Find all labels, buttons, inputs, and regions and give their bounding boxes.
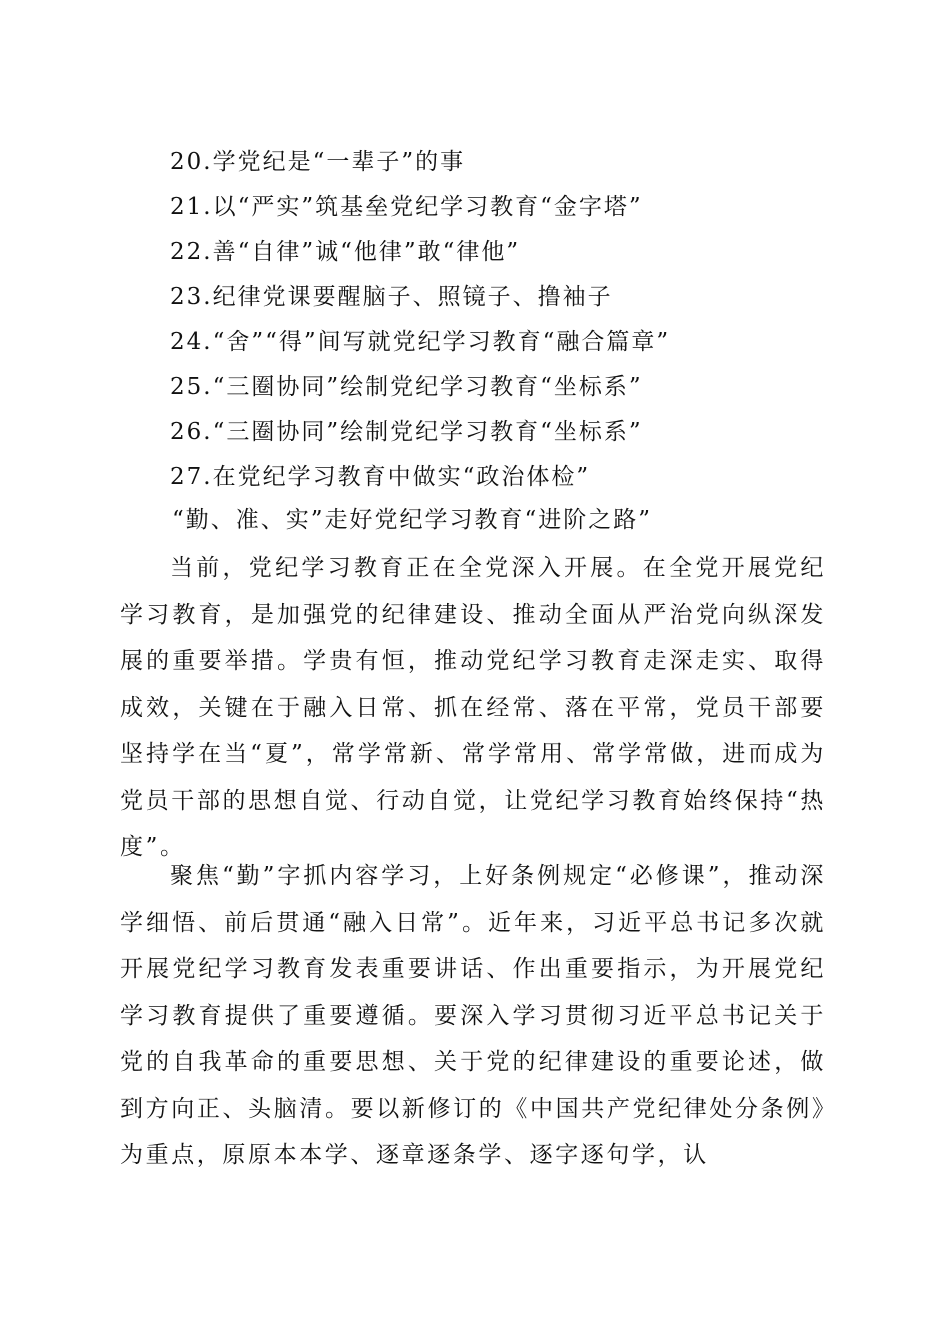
article-paragraph: 当前，党纪学习教育正在全党深入开展。在全党开展党纪学习教育，是加强党的纪律建设、推动全面从严治党向纵深发展的重要举措。学贵有恒，推动党纪学习教育走深走实、取得成效，关键在于融入日常、抓在经常、落在平常，党员干部要坚持学在当“夏”，常学常新、常学常用、常学常做，进而成为党员干部的思想自觉、行动自觉，让党纪学习教育始终保持“热度”。 [120,555,826,860]
list-item: 21.以“严实”筑基垒党纪学习教育“金字塔” [170,194,643,220]
list-item: 23.纪律党课要醒脑子、照镜子、撸袖子 [170,284,613,310]
list-item: 20.学党纪是“一辈子”的事 [170,149,466,175]
article-paragraph: 聚焦“勤”字抓内容学习，上好条例规定“必修课”，推动深学细悟、前后贯通“融入日常”。近年来，习近平总书记多次就开展党纪学习教育发表重要讲话、作出重要指示，为开展党纪学习教育提供了重要遵循。要深入学习贯彻习近平总书记关于党的自我革命的重要思想、关于党的纪律建设的重要论述，做到方向正、头脑清。要以新修订的《中国共产党纪律处分条例》为重点，原原本本学、逐章逐条学、逐字逐句学，认 [120,863,826,1168]
article-title: “勤、准、实”走好党纪学习教育“进阶之路” [172,507,653,533]
title-list [170,140,670,500]
list-item: 26.“三圈协同”绘制党纪学习教育“坐标系” [170,419,643,445]
list-item: 25.“三圈协同”绘制党纪学习教育“坐标系” [170,374,643,400]
list-item: 24.“舍”“得”间写就党纪学习教育“融合篇章” [170,329,671,355]
list-item: 27.在党纪学习教育中做实“政治体检” [170,464,591,490]
list-item: 22.善“自律”诚“他律”敢“律他” [170,239,521,265]
